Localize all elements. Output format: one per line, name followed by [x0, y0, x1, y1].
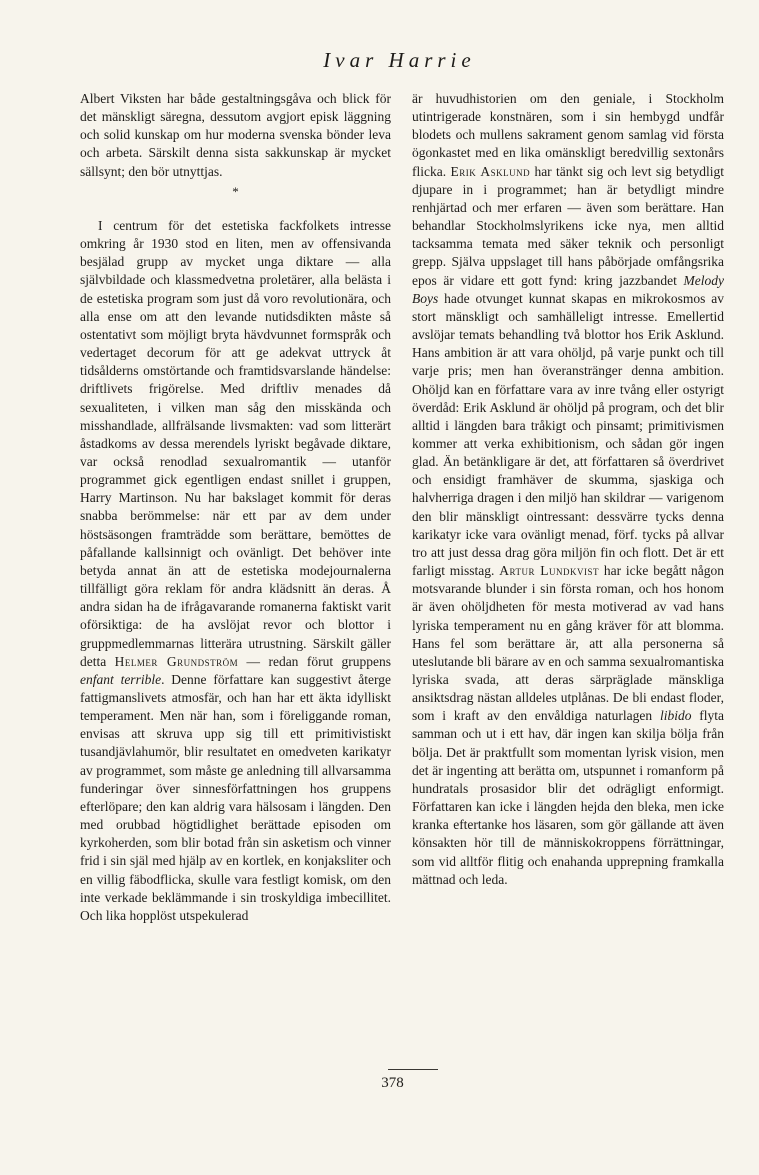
paragraph-group-1930	[80, 217, 391, 925]
text-run: har tänkt sig och levt sig betydligt djupare in i programmet; han är betydligt mindre renhjärtad och mer erfaren — även som berättare. Han behandlar Stockholmslyrikens icke nya, men alltid tacksamma temata med säker teknik och personligt grepp. Själva uppslaget till hans påbörjade omfångsrika epos är vidare ett gott fynd: kring jazzbandet	[412, 163, 725, 288]
text-run: — redan förut gruppens	[246, 653, 392, 669]
text-run: flyta samman och ut i ett hav, där ingen kan skilja bölja från bölja. Det är praktfullt som momentan lyrisk vision, men det är ingenting att berätta om, utspunnet i romanform på hundratals prosasidor blir det odrägligt enformigt. Författaren kan icke i längden hejda den bleka, men icke kranka eftertanke hos läsaren, som gör gällande att även könsakten hör till de människokroppens förrättningar, som vid alltför flitig och enahanda upprepning framkalla mättnad och leda.	[412, 708, 725, 887]
page-number: 378	[381, 1075, 404, 1091]
spacer	[80, 209, 391, 217]
author-name-lundkvist: Artur Lundkvist	[499, 563, 600, 579]
text-run: I centrum för det estetiska fackfolkets intresse omkring år 1930 stod en liten, men av offensivanda besjälad grupp av mycket unga diktare — alla självbildade och klassmedvetna proletärer, alla belästa i de estetiska program som just då voro revolutionära, och alla ense om att den levande nutidsdikten måste så ostentativt som möjligt bryta hävdvunnet formspråk och vedertaget decorum för att ge adekvat uttryck åt tidsålderns omstörtande och framtidsvarslande händelse: driftlivets frigörelse. Med driftliv menades då sexualiteten, i vilken man såg den misskända och misshandlade, allfrälsande livsmakten: vad som litterärt åstadkoms av dessa merendels lyriskt begåvade diktare, var också renodlad sexualromantik — utanför programmet gick egentligen endast snillet i gruppen, Harry Martinson. Nu har bakslaget kommit för deras snabba berömmelse: när ett par av dem under höstsäsongen framträdde som berättare, bemöttes de påfallande kallsinnigt och ovänligt. Det behöver inte betyda annat än att de estetiska modejournalerna tillfälligt göra reklam för andra klädsnitt än deras. Å andra sidan ha de ifrågavarande romanerna faktiskt varit oförsiktiga: de ha avslöjat revor och blottor i gruppmedlemmarnas litterära utrustning. Särskilt gäller detta	[80, 217, 391, 669]
paragraph-continuation	[412, 90, 724, 889]
right-column	[412, 90, 724, 889]
italic-enfant-terrible: enfant terrible	[80, 671, 162, 687]
running-head-author: Ivar Harrie	[323, 48, 476, 72]
text-run: . Denne författare kan suggestivt återge fattigmanslivets atmosfär, och han har ett äkta idylliskt temperament. Men när han, som i föreliggande roman, envisas att skruva upp sig till ett primitivistiskt tusandjävlahumör, blir resultatet en omedveten karikatyr av programmet, som måste ge anledning till allvarsamma funderingar över sinnesförfattningen hos gruppens efterlöpare; den kan aldrig vara hälsosam i längden. Den med orubbad högtidlighet berättade episoden om kyrkoherden, som blir botad från sin asketism och vinner frid i sin själ med hjälp av en kortlek, en konjaksliter och en villig fäbodflicka, skulle vara festligt komisk, om den inte verkade beklämmande i sin troskyldiga imbecillitet. Och lika hopplöst utspekulerad	[80, 671, 391, 923]
italic-libido: libido	[659, 708, 692, 724]
author-name-asklund: Erik Asklund	[450, 163, 531, 179]
section-divider: *	[232, 183, 239, 199]
text-run: har icke begått någon motsvarande blunder i sin första roman, och hos honom är även ohöljdheten för mesta motiverad av vad hans lyriska temperament nu en gång kräver för att blomma. Hans fel som berättare är, att alla personerna så uteslutande bli bärare av en och samma sexualromantiska lyriska svada, att deras särpräglade mänskliga ansiktsdrag nästan alldeles utplånas. De bli endast floder, som i kraft av den envåldiga naturlagen	[412, 563, 725, 724]
italic-melody-boys: Melody Boys	[412, 272, 724, 306]
page-number-rule	[388, 1069, 438, 1070]
author-name-grundstrom: Helmer Grundström	[114, 653, 239, 669]
paragraph-viksten: Albert Viksten har både gestaltningsgåva och blick för det mänskligt säregna, dessutom avgjort episk läggning och solid kunskap om hur moderna svenska bönder leva och arbeta. Särskilt denna sista sakkunskap är mycket sällsynt; den bör utnyttjas.	[80, 91, 391, 179]
text-run: hade otvunget kunnat skapas en mikrokosmos av stort mänskligt och samhälleligt intresse. Emellertid avslöjar temats behandling två blottor hos Erik Asklund. Hans ambition är att vara ohöljd, på varje punkt och till varje pris; men han överanstränger denna ambition. Ohöljd kan en författare vara av inre tvång eller ostyrigt överdåd: Erik Asklund är ohöljd på program, och det blir alltid i längden bara tråkigt och pinsamt; primitivismen kommer att verka exhibitionism, och sådan gör ingen glad. Än betänkligare är det, att författaren så överdrivet och ensidigt framhäver de skumma, sjaskiga och halvherriga dragen i den miljö han skildrar — varigenom den blir mänskligt ointressant: dessvärre tycks denna karikatyr icke vara ovänligt menad, förf. tycks på allvar tro att just dessa drag göra miljön fin och flott. Det är ett farligt misstag.	[412, 290, 725, 579]
text-run: är huvudhistorien om den geniale, i Stockholm utintrigerade konstnären, som i sin hembygd undfår blodets och mullens sakrament genom samlag vid första ögonkastet med en lika omänskligt beredvillig sextonårs flicka.	[412, 91, 724, 179]
left-column	[80, 90, 391, 925]
